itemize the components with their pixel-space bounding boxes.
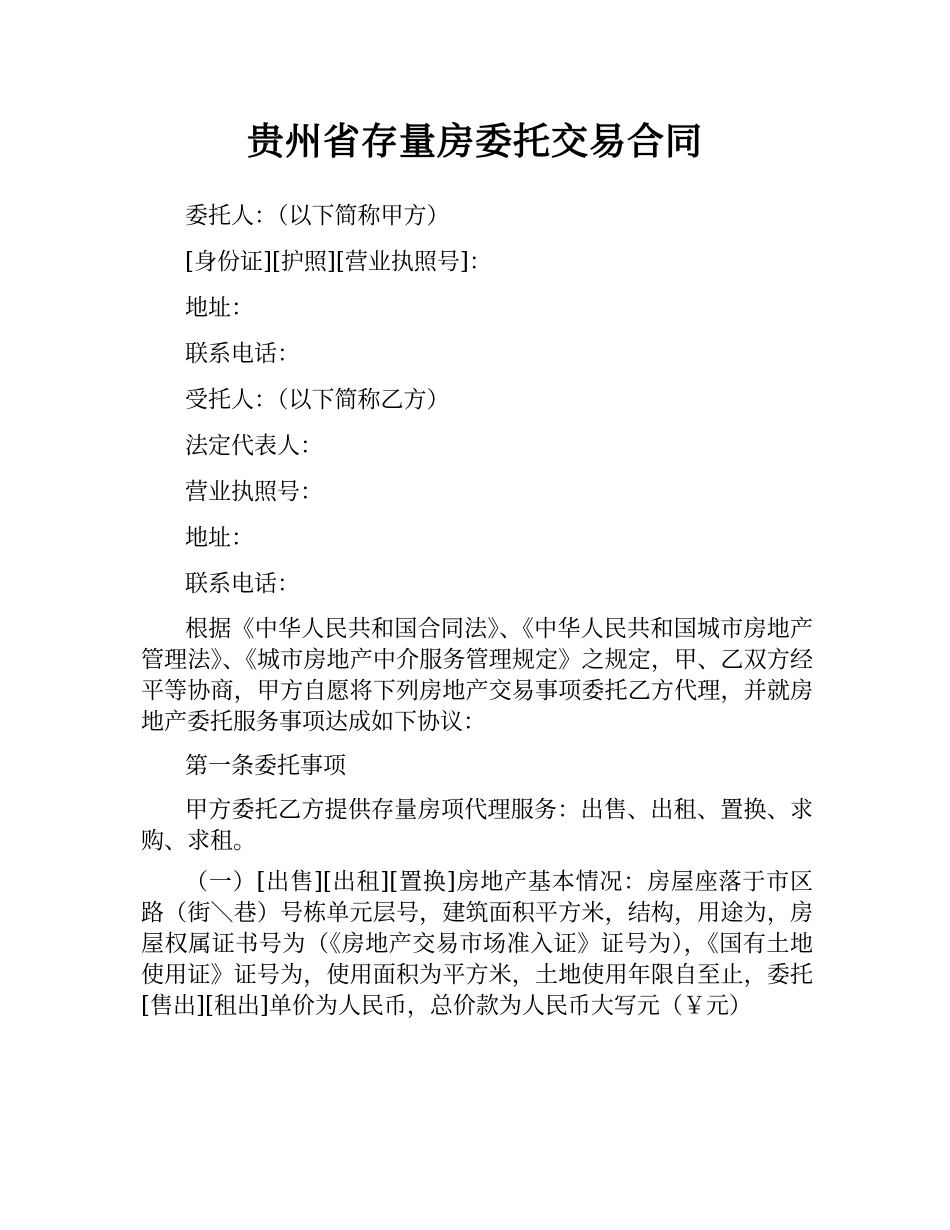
agent-address-field: 地址： xyxy=(185,525,254,551)
preamble-paragraph: 根据《中华人民共和国合同法》、《中华人民共和国城市房地产管理法》、《城市房地产中介服务管理规定》之规定，甲、乙双方经平等协商，甲方自愿将下列房地产交易事项委托乙方代理，并就房地产委托服务事项达成如下协议： xyxy=(141,616,813,735)
principal-phone-field: 联系电话： xyxy=(185,341,300,367)
license-no-field: 营业执照号： xyxy=(185,479,323,505)
legal-rep-field: 法定代表人： xyxy=(185,433,323,459)
principal-address-field: 地址： xyxy=(185,295,254,321)
principal-id-field: [身份证][护照][营业执照号]： xyxy=(185,249,492,275)
article1-heading: 第一条委托事项 xyxy=(185,753,346,779)
principal-field: 委托人：（以下简称甲方） xyxy=(185,203,450,229)
article1-paragraph: 甲方委托乙方提供存量房项代理服务：出售、出租、置换、求购、求租。 xyxy=(141,797,813,854)
document-title: 贵州省存量房委托交易合同 xyxy=(247,120,703,163)
agent-phone-field: 联系电话： xyxy=(185,571,300,597)
document-body xyxy=(141,200,813,1035)
agent-field: 受托人：（以下简称乙方） xyxy=(185,387,450,413)
clause1-paragraph: （一）[出售][出租][置换]房地产基本情况：房屋座落于市区路（街＼巷）号栋单元层号，建筑面积平方米，结构，用途为，房屋权属证书号为（《房地产交易市场准入证》证号为），《国有土地使用证》证号为，使用面积为平方米，土地使用年限自至止，委托[售出][租出]单价为人民币，总价款为人民币大写元（￥元） xyxy=(141,869,813,1019)
